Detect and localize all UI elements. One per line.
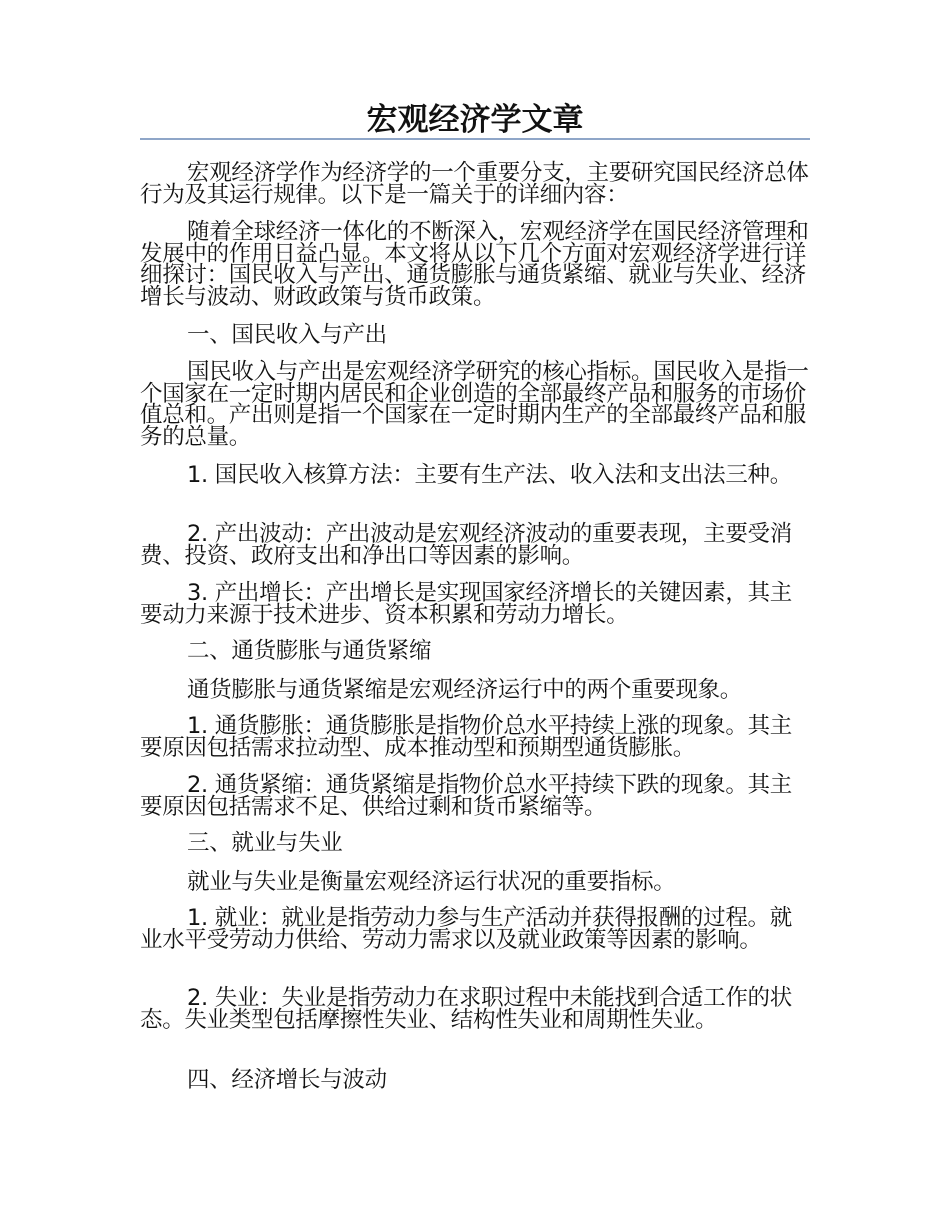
section-heading-employment: 三、就业与失业 bbox=[187, 830, 343, 856]
section-heading-inflation: 二、通货膨胀与通货紧缩 bbox=[187, 638, 432, 664]
document-title: 宏观经济学文章 bbox=[366, 102, 584, 138]
national-income-paragraph: 国民收入与产出是宏观经济学研究的核心指标。国民收入是指一个国家在一定时期内居民和企业创造的全部最终产品和服务的市场价值总和。产出则是指一个国家在一定时期内生产的全部最终产品和服务的总量。 bbox=[140, 359, 809, 450]
list-item-output-fluctuation: 2. 产出波动：产出波动是宏观经济波动的重要表现，主要受消费、投资、政府支出和净出口等因素的影响。 bbox=[140, 521, 792, 569]
list-item-deflation: 2. 通货紧缩：通货紧缩是指物价总水平持续下跌的现象。其主要原因包括需求不足、供给过剩和货币紧缩等。 bbox=[140, 772, 792, 820]
overview-paragraph: 随着全球经济一体化的不断深入，宏观经济学在国民经济管理和发展中的作用日益凸显。本文将从以下几个方面对宏观经济学进行详细探讨：国民收入与产出、通货膨胀与通货紧缩、就业与失业、经济增长与波动、财政政策与货币政策。 bbox=[140, 219, 809, 310]
intro-paragraph: 宏观经济学作为经济学的一个重要分支，主要研究国民经济总体行为及其运行规律。以下是一篇关于的详细内容： bbox=[140, 160, 809, 208]
section-heading-growth: 四、经济增长与波动 bbox=[187, 1067, 387, 1093]
section-heading-national-income: 一、国民收入与产出 bbox=[187, 322, 387, 348]
inflation-intro-paragraph: 通货膨胀与通货紧缩是宏观经济运行中的两个重要现象。 bbox=[187, 677, 743, 703]
list-item-income-accounting: 1. 国民收入核算方法：主要有生产法、收入法和支出法三种。 bbox=[187, 462, 792, 488]
list-item-inflation: 1. 通货膨胀：通货膨胀是指物价总水平持续上涨的现象。其主要原因包括需求拉动型、成本推动型和预期型通货膨胀。 bbox=[140, 713, 792, 761]
list-item-output-growth: 3. 产出增长：产出增长是实现国家经济增长的关键因素，其主要动力来源于技术进步、资本积累和劳动力增长。 bbox=[140, 580, 792, 628]
list-item-employment: 1. 就业：就业是指劳动力参与生产活动并获得报酬的过程。就业水平受劳动力供给、劳动力需求以及就业政策等因素的影响。 bbox=[140, 905, 792, 953]
employment-intro-paragraph: 就业与失业是衡量宏观经济运行状况的重要指标。 bbox=[187, 869, 676, 895]
list-item-unemployment: 2. 失业：失业是指劳动力在求职过程中未能找到合适工作的状态。失业类型包括摩擦性失业、结构性失业和周期性失业。 bbox=[140, 985, 792, 1033]
title-underline bbox=[140, 138, 810, 140]
